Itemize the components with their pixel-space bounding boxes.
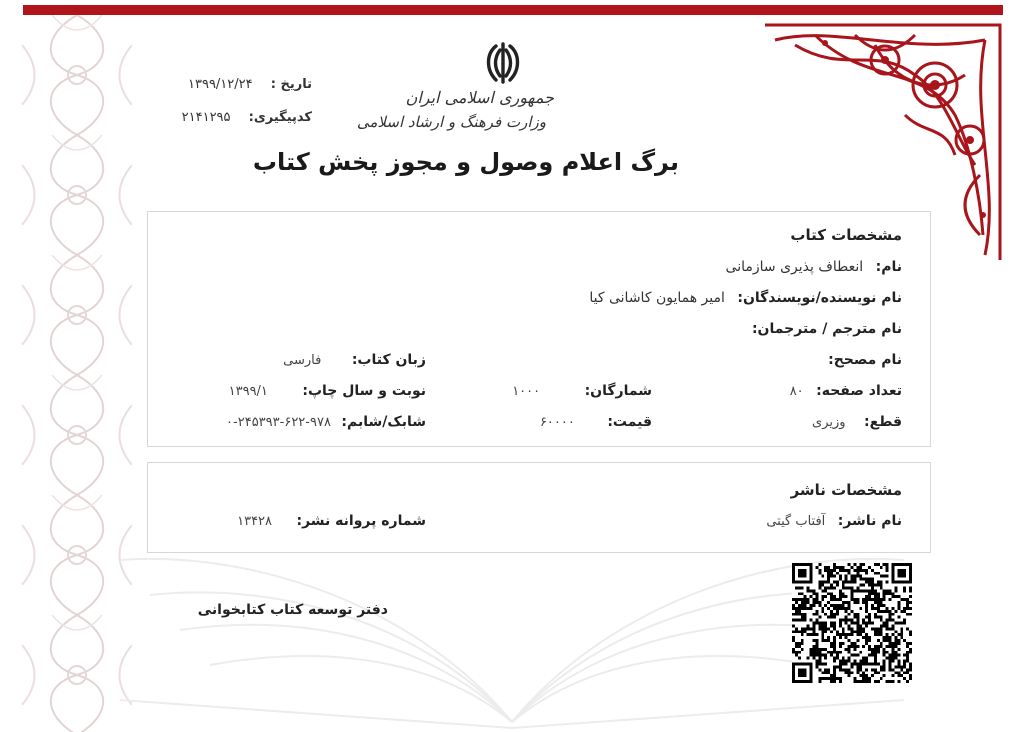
date-value: ۱۳۹۹/۱۲/۲۴ <box>188 77 253 92</box>
editor-label: نام مصحح: <box>828 352 902 368</box>
publisher-name-label: نام ناشر: <box>837 513 902 529</box>
header-country: جمهوری اسلامی ایران <box>405 88 554 107</box>
author-value: امیر همایون کاشانی کیا <box>589 290 725 306</box>
book-name-value: انعطاف پذیری سازمانی <box>725 259 864 275</box>
price-label: قیمت: <box>607 414 652 430</box>
book-name-row <box>726 259 902 275</box>
author-label: نام نویسنده/نویسندگان: <box>737 290 902 306</box>
tracking-field <box>182 110 312 125</box>
pages-value: ۸۰ <box>789 384 804 399</box>
license-row <box>237 513 426 529</box>
language-value: فارسی <box>283 353 322 368</box>
copies-value: ۱۰۰۰ <box>512 384 541 399</box>
license-label: شماره پروانه نشر: <box>296 513 426 529</box>
publisher-name-value: آفتاب گیتی <box>766 514 826 529</box>
license-value: ۱۳۴۲۸ <box>237 514 273 529</box>
format-label: قطع: <box>864 414 902 430</box>
isbn-value: ۹۷۸-۶۲۲-۲۴۵۳۹۳-۰ <box>226 415 331 430</box>
format-row <box>812 414 902 430</box>
footer-office: دفتر توسعه کتاب کتابخوانی <box>197 602 388 618</box>
editor-row <box>820 352 902 368</box>
edition-value: ۱۳۹۹/۱ <box>228 384 268 399</box>
header-ministry: وزارت فرهنگ و ارشاد اسلامی <box>356 113 546 131</box>
publisher-name-row <box>766 513 902 529</box>
book-name-label: نام: <box>875 259 902 275</box>
translator-label: نام مترجم / مترجمان: <box>751 321 902 337</box>
date-label: تاریخ : <box>270 77 312 92</box>
book-section-title: مشخصات کتاب <box>790 226 902 244</box>
pages-label: تعداد صفحه: <box>816 383 902 399</box>
copies-label: شمارگان: <box>584 383 652 399</box>
iran-emblem-icon <box>482 40 524 86</box>
price-value: ۶۰۰۰۰ <box>539 415 575 430</box>
tracking-label: کدپیگیری: <box>248 110 312 125</box>
format-value: وزیری <box>812 415 846 430</box>
language-row <box>283 352 426 368</box>
publisher-section-title: مشخصات ناشر <box>790 481 902 499</box>
date-field <box>188 77 312 92</box>
price-row <box>540 414 652 430</box>
qr-code-icon <box>792 563 912 683</box>
edition-label: نوبت و سال چاپ: <box>302 383 426 399</box>
author-row <box>589 290 902 306</box>
tracking-value: ۲۱۴۱۲۹۵ <box>181 110 231 125</box>
language-label: زبان کتاب: <box>351 352 426 368</box>
edition-row <box>229 383 426 399</box>
isbn-label: شابک/شابم: <box>341 414 426 430</box>
book-specs-box <box>147 211 931 447</box>
isbn-row <box>226 414 426 430</box>
copies-row <box>512 383 652 399</box>
page-title: برگ اعلام وصول و مجوز پخش کتاب <box>252 148 679 176</box>
top-red-bar <box>23 5 1003 15</box>
pages-row <box>790 383 902 399</box>
translator-row <box>744 321 902 337</box>
publisher-specs-box <box>147 462 931 553</box>
